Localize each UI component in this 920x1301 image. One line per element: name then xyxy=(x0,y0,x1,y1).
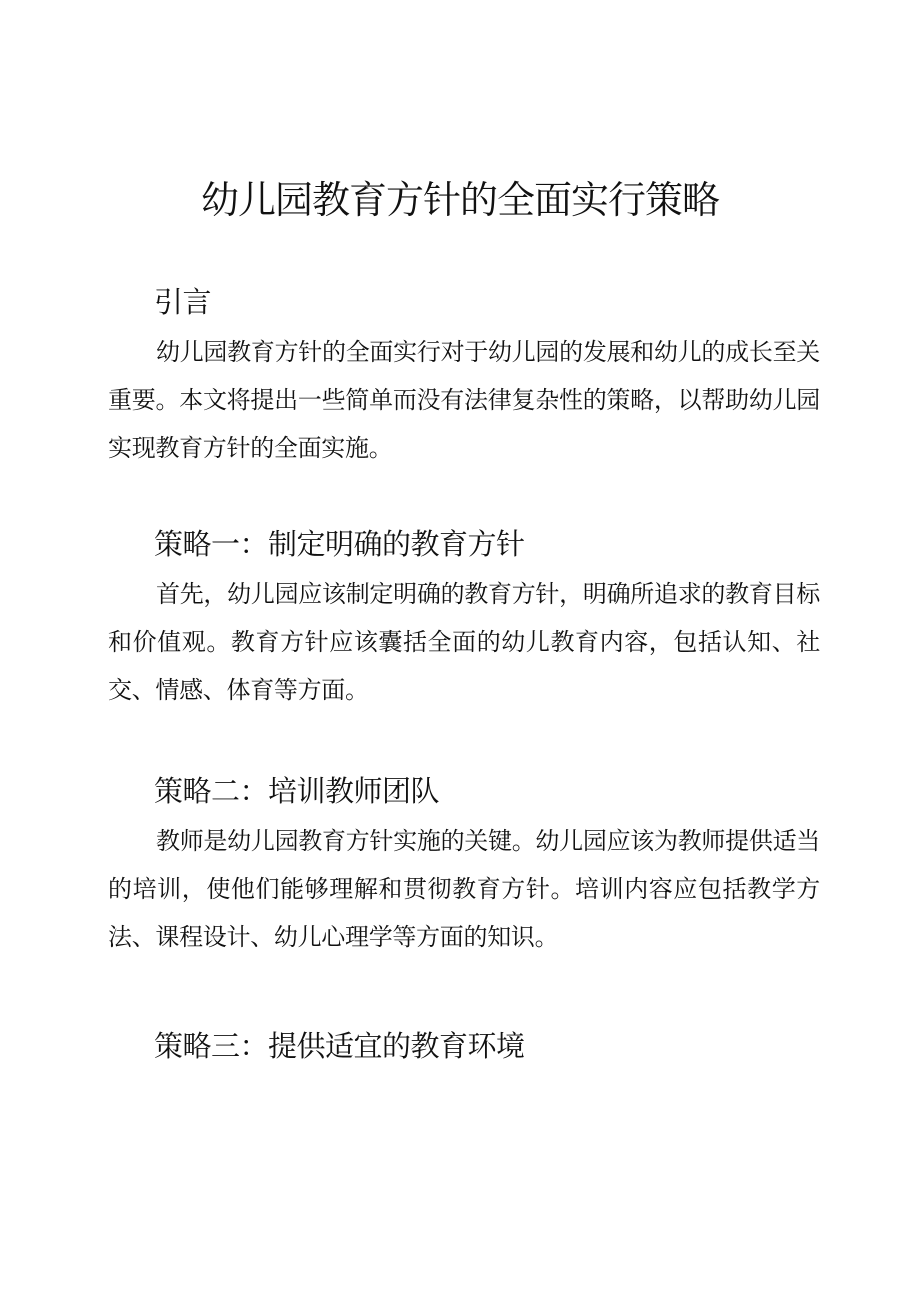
section-heading-introduction: 引言 xyxy=(154,285,212,319)
section-strategy-three xyxy=(108,1026,820,1066)
section-strategy-two xyxy=(108,771,820,961)
section-body-strategy-one: 首先，幼儿园应该制定明确的教育方针，明确所追求的教育目标和价值观。教育方针应该囊括全面的幼儿教育内容，包括认知、社交、情感、体育等方面。 xyxy=(108,580,820,704)
section-heading-strategy-three: 策略三：提供适宜的教育环境 xyxy=(154,1029,525,1063)
section-heading-strategy-two: 策略二：培训教师团队 xyxy=(154,774,440,808)
section-strategy-one xyxy=(108,524,820,714)
section-body-strategy-two: 教师是幼儿园教育方针实施的关键。幼儿园应该为教师提供适当的培训，使他们能够理解和贯彻教育方针。培训内容应包括教学方法、课程设计、幼儿心理学等方面的知识。 xyxy=(108,827,820,951)
section-heading-strategy-one: 策略一：制定明确的教育方针 xyxy=(154,527,525,561)
section-introduction xyxy=(108,282,820,472)
document-title: 幼儿园教育方针的全面实行策略 xyxy=(200,178,719,222)
section-body-introduction: 幼儿园教育方针的全面实行对于幼儿园的发展和幼儿的成长至关重要。本文将提出一些简单而没有法律复杂性的策略，以帮助幼儿园实现教育方针的全面实施。 xyxy=(108,338,820,462)
